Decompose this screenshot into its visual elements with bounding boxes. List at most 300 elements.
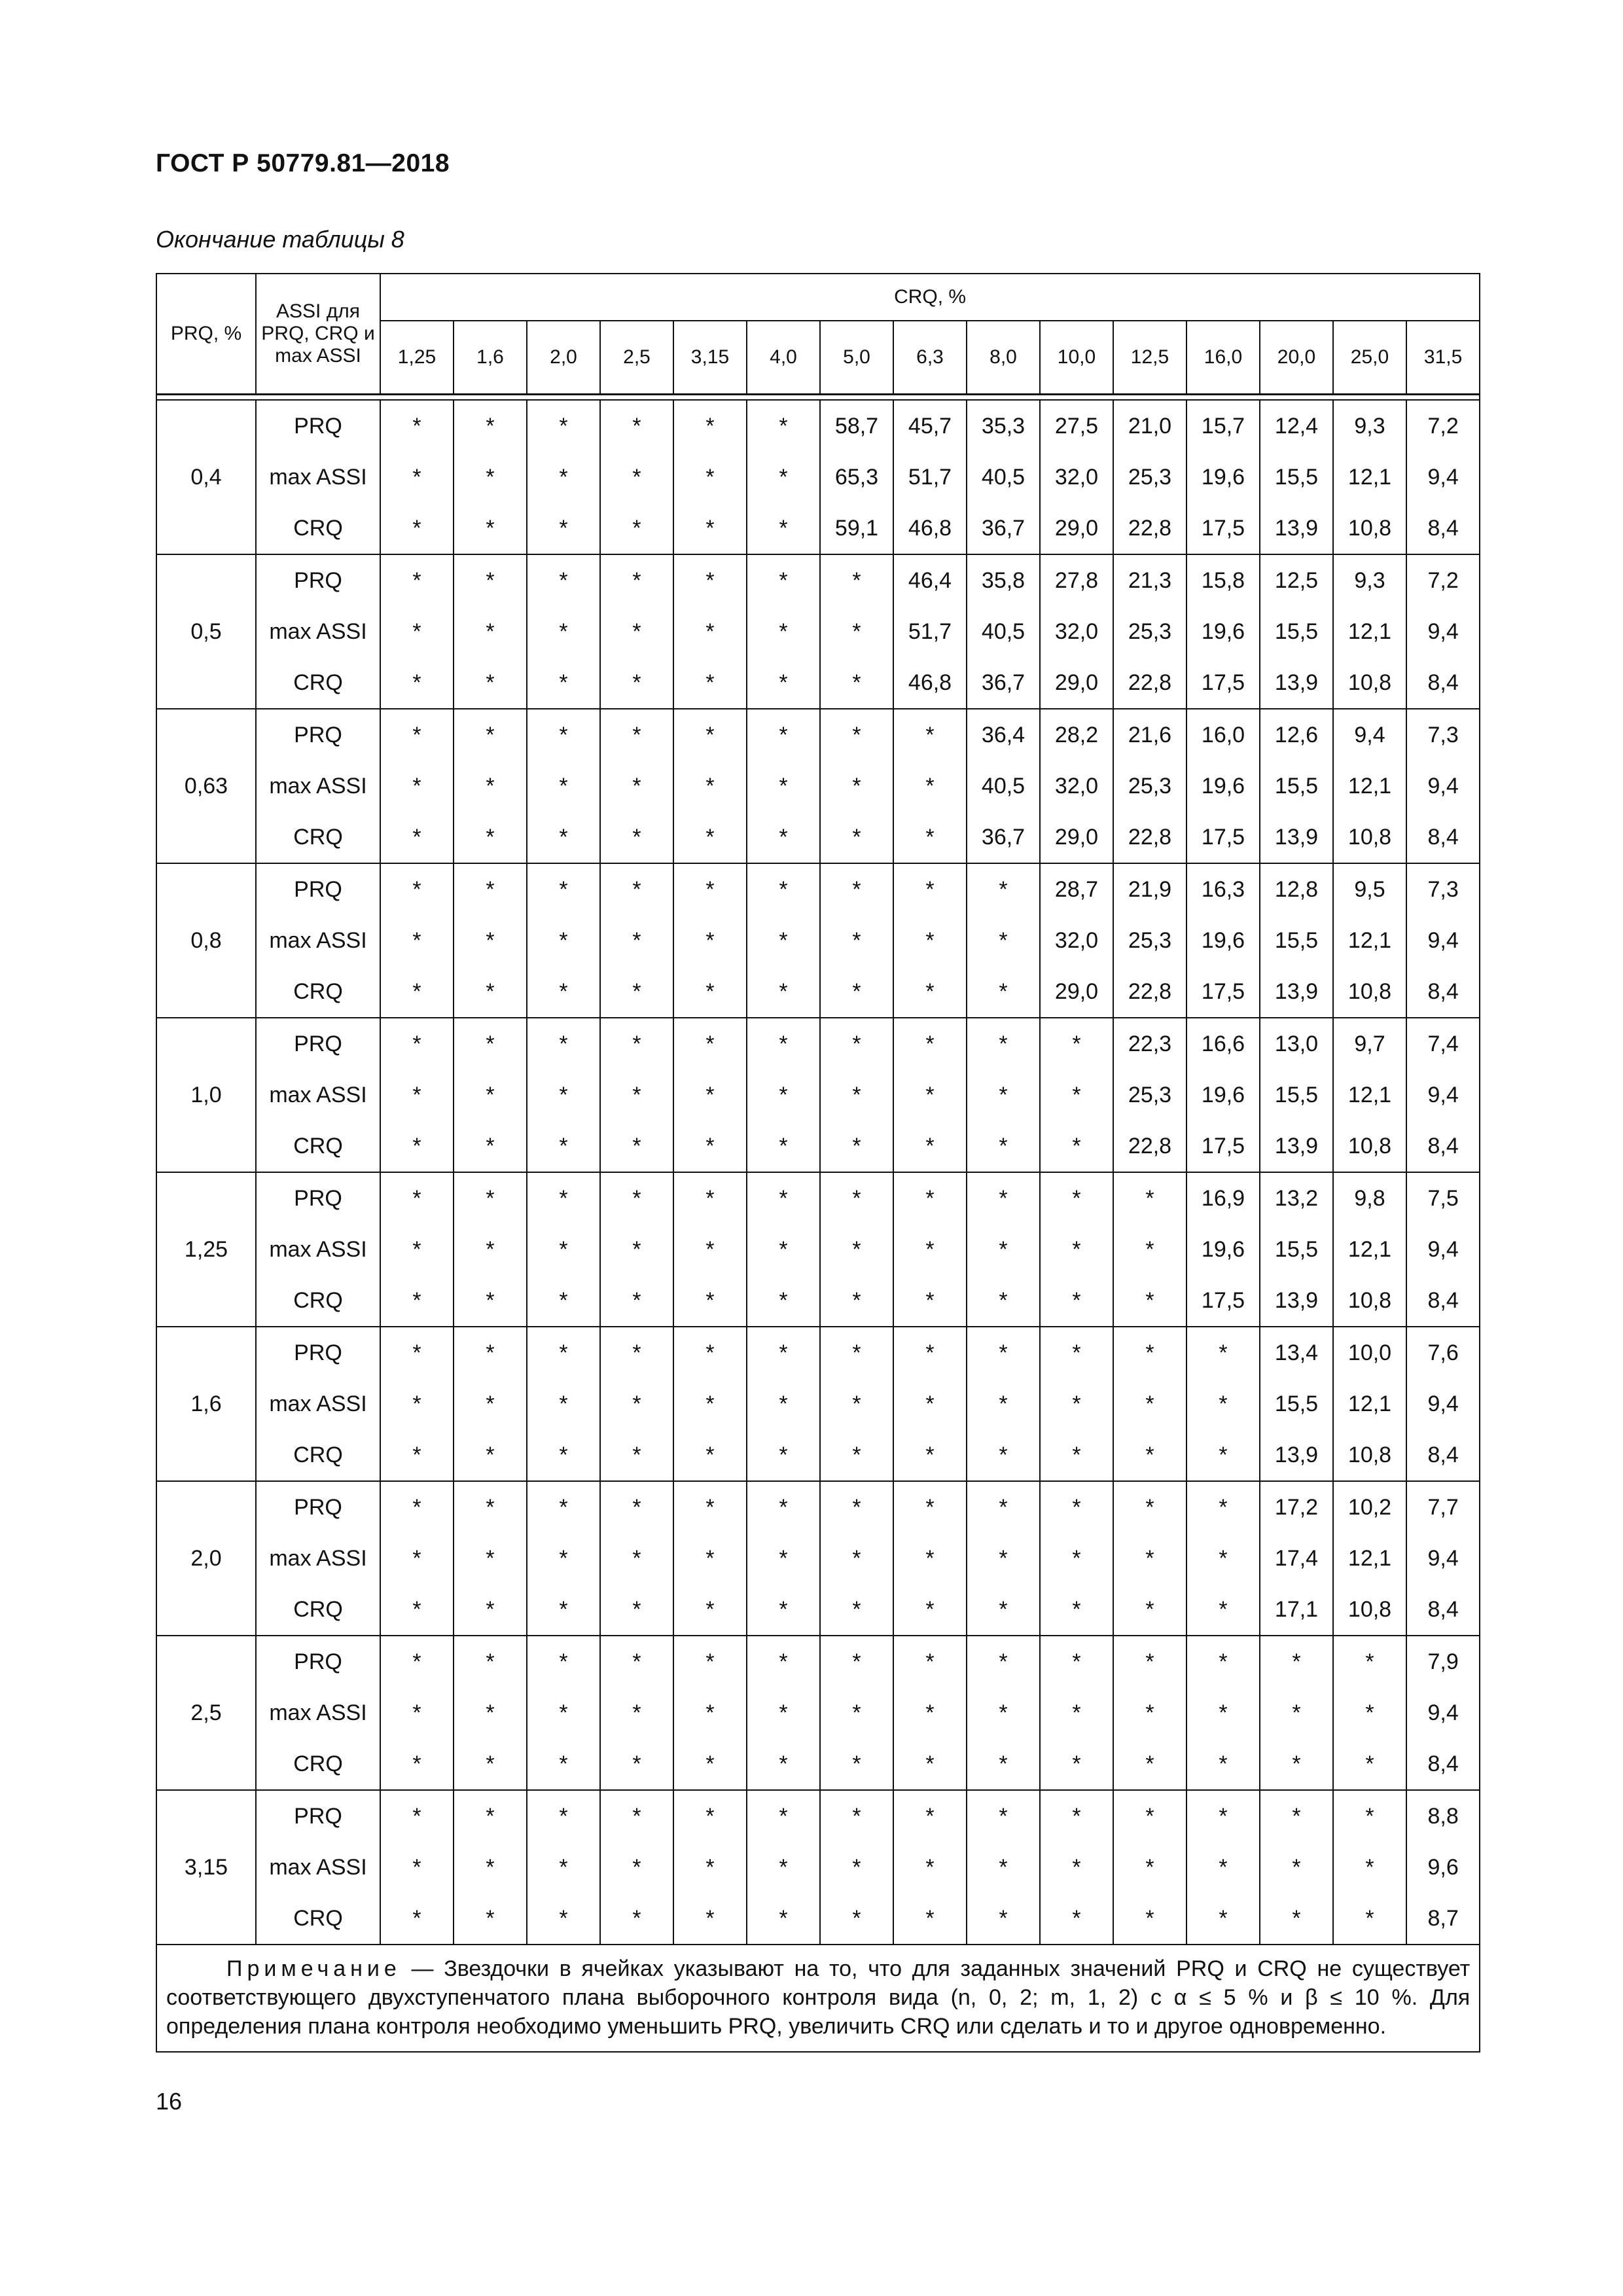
- table-cell: *: [893, 1018, 967, 1069]
- table-cell: 27,8: [1040, 554, 1113, 606]
- table-cell: 12,1: [1333, 1378, 1406, 1429]
- table-cell: 22,8: [1113, 966, 1186, 1018]
- table-cell: 17,5: [1186, 503, 1260, 554]
- table-cell: 40,5: [967, 761, 1040, 812]
- table-cell: *: [673, 1893, 747, 1945]
- table-cell: 45,7: [893, 400, 967, 452]
- table-cell: *: [747, 503, 820, 554]
- table-cell: *: [1333, 1842, 1406, 1893]
- table-row: [156, 1687, 1480, 1738]
- table-cell: 7,3: [1406, 863, 1480, 915]
- table-row: [156, 452, 1480, 503]
- table-cell: *: [1260, 1738, 1333, 1790]
- table-cell: *: [747, 709, 820, 761]
- table-row: [156, 1121, 1480, 1172]
- table-cell: *: [1333, 1738, 1406, 1790]
- table-cell: *: [1040, 1738, 1113, 1790]
- table-cell: *: [600, 1069, 673, 1121]
- table-cell: 10,8: [1333, 812, 1406, 863]
- table-row: [156, 1636, 1480, 1687]
- table-cell: 35,8: [967, 554, 1040, 606]
- table-cell: *: [747, 1738, 820, 1790]
- table-row: [156, 1224, 1480, 1275]
- table-cell: *: [820, 1224, 893, 1275]
- table-cell: *: [527, 1378, 600, 1429]
- table-cell: 7,2: [1406, 400, 1480, 452]
- table-cell: *: [893, 863, 967, 915]
- row-label-cell: max ASSI: [256, 1224, 380, 1275]
- table-cell: *: [1333, 1893, 1406, 1945]
- table-row: [156, 709, 1480, 761]
- table-cell: 25,3: [1113, 452, 1186, 503]
- table-cell: *: [747, 1172, 820, 1224]
- table-cell: *: [527, 1429, 600, 1481]
- table-cell: *: [967, 1224, 1040, 1275]
- table-cell: *: [380, 1481, 454, 1533]
- table-cell: *: [527, 966, 600, 1018]
- table-cell: 15,5: [1260, 606, 1333, 657]
- table-cell: 7,9: [1406, 1636, 1480, 1687]
- table-cell: 22,8: [1113, 1121, 1186, 1172]
- table-cell: 46,8: [893, 657, 967, 709]
- table-cell: 15,5: [1260, 1069, 1333, 1121]
- table-cell: *: [893, 1172, 967, 1224]
- table-cell: *: [820, 1429, 893, 1481]
- table-cell: *: [380, 657, 454, 709]
- table-cell: *: [600, 1378, 673, 1429]
- table-cell: *: [893, 1842, 967, 1893]
- note-text: — Звездочки в ячейках указывают на то, что для заданных значений PRQ и CRQ не существует соответствующего двухступенчатого плана выборочного контроля вида (n, 0, 2; m, 1, 2) с α ≤ 5 % и β ≤ 10 %. Для определения плана контроля необходимо уменьшить PRQ, увеличить CRQ или сделать и то и другое одновременно.: [166, 1956, 1471, 2039]
- table-cell: *: [527, 1687, 600, 1738]
- table-cell: *: [747, 1584, 820, 1636]
- table-cell: *: [673, 1121, 747, 1172]
- table-cell: 28,2: [1040, 709, 1113, 761]
- table-cell: 12,6: [1260, 709, 1333, 761]
- header-crq-value: 25,0: [1333, 321, 1406, 395]
- table-cell: *: [527, 709, 600, 761]
- table-cell: *: [967, 1584, 1040, 1636]
- table-cell: *: [673, 1018, 747, 1069]
- table-cell: *: [673, 966, 747, 1018]
- table-cell: *: [454, 1738, 527, 1790]
- table-cell: *: [820, 1636, 893, 1687]
- table-row: [156, 503, 1480, 554]
- table-cell: *: [747, 606, 820, 657]
- table-cell: *: [454, 966, 527, 1018]
- header-crq-value: 12,5: [1113, 321, 1186, 395]
- table-cell: 13,2: [1260, 1172, 1333, 1224]
- table-cell: *: [1186, 1790, 1260, 1842]
- table-cell: *: [600, 1018, 673, 1069]
- table-row: [156, 1481, 1480, 1533]
- table-cell: *: [747, 1790, 820, 1842]
- table-cell: *: [1040, 1429, 1113, 1481]
- table-cell: 10,8: [1333, 966, 1406, 1018]
- table-cell: 21,0: [1113, 400, 1186, 452]
- table-cell: 59,1: [820, 503, 893, 554]
- table-cell: 10,8: [1333, 503, 1406, 554]
- header-crq-value: 1,25: [380, 321, 454, 395]
- table-cell: 28,7: [1040, 863, 1113, 915]
- table-cell: 12,1: [1333, 915, 1406, 966]
- table-cell: *: [893, 1275, 967, 1327]
- table-cell: *: [527, 1893, 600, 1945]
- table-body: [156, 400, 1480, 1945]
- table-cell: *: [747, 1018, 820, 1069]
- table-cell: 8,4: [1406, 1121, 1480, 1172]
- table-cell: *: [454, 1842, 527, 1893]
- table-cell: 8,8: [1406, 1790, 1480, 1842]
- table-cell: *: [527, 1584, 600, 1636]
- table-cell: *: [967, 1481, 1040, 1533]
- table-cell: 10,8: [1333, 1584, 1406, 1636]
- table-cell: *: [454, 863, 527, 915]
- table-cell: *: [454, 606, 527, 657]
- table-cell: 32,0: [1040, 915, 1113, 966]
- table-cell: *: [527, 657, 600, 709]
- table-cell: *: [1040, 1224, 1113, 1275]
- table-cell: *: [673, 1069, 747, 1121]
- table-cell: *: [380, 452, 454, 503]
- table-row: [156, 863, 1480, 915]
- table-cell: *: [527, 1533, 600, 1584]
- table-row: [156, 1842, 1480, 1893]
- table-cell: *: [1186, 1327, 1260, 1378]
- table-cell: *: [454, 1584, 527, 1636]
- table-cell: *: [1040, 1584, 1113, 1636]
- table-cell: *: [893, 1378, 967, 1429]
- table-cell: *: [673, 1327, 747, 1378]
- table-cell: *: [967, 1018, 1040, 1069]
- table-cell: 15,5: [1260, 1224, 1333, 1275]
- table-cell: *: [893, 1069, 967, 1121]
- table-cell: 19,6: [1186, 606, 1260, 657]
- table-cell: 9,4: [1406, 606, 1480, 657]
- table-cell: 15,5: [1260, 452, 1333, 503]
- table-cell: *: [673, 1584, 747, 1636]
- table-cell: *: [747, 1069, 820, 1121]
- table-cell: 9,4: [1406, 915, 1480, 966]
- table-cell: *: [967, 1378, 1040, 1429]
- table-cell: 36,7: [967, 503, 1040, 554]
- table-cell: *: [747, 1687, 820, 1738]
- table-cell: *: [380, 1636, 454, 1687]
- table-cell: *: [380, 966, 454, 1018]
- table-cell: *: [527, 812, 600, 863]
- table-cell: *: [1040, 1121, 1113, 1172]
- table-cell: 15,5: [1260, 915, 1333, 966]
- table-cell: *: [747, 1636, 820, 1687]
- row-label-cell: max ASSI: [256, 1069, 380, 1121]
- table-cell: 21,3: [1113, 554, 1186, 606]
- table-cell: 13,4: [1260, 1327, 1333, 1378]
- table-cell: 17,1: [1260, 1584, 1333, 1636]
- table-cell: *: [1186, 1842, 1260, 1893]
- row-label-cell: max ASSI: [256, 1687, 380, 1738]
- table-cell: *: [673, 400, 747, 452]
- table-cell: 29,0: [1040, 657, 1113, 709]
- table-cell: *: [380, 1429, 454, 1481]
- table-cell: 13,9: [1260, 1275, 1333, 1327]
- table-cell: 10,0: [1333, 1327, 1406, 1378]
- table-cell: *: [673, 1738, 747, 1790]
- table-cell: *: [1113, 1842, 1186, 1893]
- table-cell: 16,0: [1186, 709, 1260, 761]
- table-cell: *: [1186, 1636, 1260, 1687]
- table-cell: *: [600, 1790, 673, 1842]
- table-cell: 19,6: [1186, 915, 1260, 966]
- table-cell: 51,7: [893, 606, 967, 657]
- table-cell: 9,4: [1406, 761, 1480, 812]
- table-cell: *: [967, 1429, 1040, 1481]
- table-cell: *: [747, 966, 820, 1018]
- table-cell: *: [527, 863, 600, 915]
- header-crq-value: 16,0: [1186, 321, 1260, 395]
- table-cell: *: [893, 1533, 967, 1584]
- table-cell: *: [1260, 1636, 1333, 1687]
- table-cell: *: [1040, 1790, 1113, 1842]
- table-cell: *: [380, 1378, 454, 1429]
- table-cell: 12,1: [1333, 606, 1406, 657]
- table-cell: *: [1113, 1687, 1186, 1738]
- table-cell: 8,4: [1406, 966, 1480, 1018]
- table-cell: *: [380, 1790, 454, 1842]
- table-cell: *: [380, 1327, 454, 1378]
- document-header: ГОСТ Р 50779.81—2018: [156, 149, 450, 177]
- table-cell: *: [380, 1172, 454, 1224]
- table-cell: *: [1113, 1481, 1186, 1533]
- table-cell: 15,5: [1260, 1378, 1333, 1429]
- table-cell: *: [1186, 1687, 1260, 1738]
- table-cell: 25,3: [1113, 606, 1186, 657]
- table-cell: 35,3: [967, 400, 1040, 452]
- table-cell: 29,0: [1040, 503, 1113, 554]
- table-cell: *: [1113, 1378, 1186, 1429]
- table-cell: *: [1186, 1533, 1260, 1584]
- table-cell: 15,8: [1186, 554, 1260, 606]
- table-cell: *: [380, 1842, 454, 1893]
- table-cell: *: [1040, 1275, 1113, 1327]
- table-cell: *: [600, 554, 673, 606]
- table-note: [156, 1945, 1480, 2052]
- row-label-cell: max ASSI: [256, 1378, 380, 1429]
- table-cell: *: [820, 1790, 893, 1842]
- table-cell: *: [1113, 1738, 1186, 1790]
- table-cell: 8,4: [1406, 1429, 1480, 1481]
- row-label-cell: PRQ: [256, 709, 380, 761]
- table-cell: 17,2: [1260, 1481, 1333, 1533]
- table-cell: 65,3: [820, 452, 893, 503]
- table-cell: *: [1113, 1790, 1186, 1842]
- table-cell: *: [1040, 1893, 1113, 1945]
- table-cell: 16,3: [1186, 863, 1260, 915]
- table-cell: *: [747, 1842, 820, 1893]
- table-cell: *: [600, 1121, 673, 1172]
- table-cell: *: [820, 606, 893, 657]
- table-row: [156, 1327, 1480, 1378]
- table-cell: *: [380, 761, 454, 812]
- row-label-cell: PRQ: [256, 1327, 380, 1378]
- table-cell: *: [1113, 1429, 1186, 1481]
- table-cell: *: [747, 915, 820, 966]
- prq-value-cell: 0,5: [156, 554, 256, 709]
- row-label-cell: CRQ: [256, 1584, 380, 1636]
- table-cell: *: [527, 1636, 600, 1687]
- table-cell: 40,5: [967, 606, 1040, 657]
- table-cell: 9,4: [1406, 1378, 1480, 1429]
- table-cell: *: [600, 1893, 673, 1945]
- table-cell: 17,5: [1186, 966, 1260, 1018]
- table-cell: 10,8: [1333, 1121, 1406, 1172]
- prq-value-cell: 0,63: [156, 709, 256, 863]
- table-cell: *: [454, 452, 527, 503]
- table-cell: *: [454, 812, 527, 863]
- table-cell: *: [600, 503, 673, 554]
- table-cell: 13,9: [1260, 1429, 1333, 1481]
- table-cell: *: [527, 503, 600, 554]
- table-cell: *: [893, 966, 967, 1018]
- table-cell: *: [454, 503, 527, 554]
- table-cell: *: [454, 657, 527, 709]
- table-cell: *: [1113, 1224, 1186, 1275]
- table-cell: *: [1040, 1533, 1113, 1584]
- table-cell: *: [747, 812, 820, 863]
- table-cell: *: [893, 812, 967, 863]
- table-cell: *: [820, 1121, 893, 1172]
- table-row: [156, 400, 1480, 452]
- table-cell: *: [747, 1533, 820, 1584]
- table-cell: *: [747, 1378, 820, 1429]
- table-cell: *: [820, 915, 893, 966]
- table-cell: *: [454, 1121, 527, 1172]
- row-label-cell: CRQ: [256, 1121, 380, 1172]
- row-label-cell: CRQ: [256, 1275, 380, 1327]
- table-caption: Окончание таблицы 8: [156, 226, 404, 253]
- table-row: [156, 1275, 1480, 1327]
- header-assi: ASSI для PRQ, CRQ и max ASSI: [256, 274, 380, 395]
- data-table: [156, 273, 1480, 2053]
- table-cell: *: [820, 812, 893, 863]
- table-cell: *: [820, 1533, 893, 1584]
- table-cell: 7,7: [1406, 1481, 1480, 1533]
- table-cell: *: [600, 400, 673, 452]
- table-cell: *: [1113, 1172, 1186, 1224]
- table-cell: 19,6: [1186, 452, 1260, 503]
- table-cell: *: [673, 657, 747, 709]
- table-cell: *: [673, 1172, 747, 1224]
- table-cell: *: [454, 915, 527, 966]
- table-cell: *: [967, 966, 1040, 1018]
- table-cell: *: [454, 709, 527, 761]
- table-cell: 7,4: [1406, 1018, 1480, 1069]
- table-cell: 22,3: [1113, 1018, 1186, 1069]
- header-crq-value: 3,15: [673, 321, 747, 395]
- table-cell: 12,1: [1333, 761, 1406, 812]
- table-cell: 13,9: [1260, 812, 1333, 863]
- row-label-cell: PRQ: [256, 554, 380, 606]
- table-cell: *: [380, 1069, 454, 1121]
- table-cell: 7,2: [1406, 554, 1480, 606]
- table-cell: 13,9: [1260, 1121, 1333, 1172]
- row-label-cell: max ASSI: [256, 915, 380, 966]
- header-crq-value: 20,0: [1260, 321, 1333, 395]
- table-cell: 9,3: [1333, 554, 1406, 606]
- table-cell: 8,7: [1406, 1893, 1480, 1945]
- table-cell: *: [747, 1275, 820, 1327]
- note-heading: Примечание: [226, 1956, 401, 1981]
- table-cell: 9,3: [1333, 400, 1406, 452]
- table-row: [156, 966, 1480, 1018]
- table-cell: *: [893, 709, 967, 761]
- table-cell: *: [454, 1069, 527, 1121]
- table-cell: *: [1113, 1533, 1186, 1584]
- table-cell: *: [820, 1687, 893, 1738]
- table-cell: *: [747, 1121, 820, 1172]
- table-cell: *: [380, 812, 454, 863]
- table-cell: 29,0: [1040, 966, 1113, 1018]
- row-label-cell: PRQ: [256, 1636, 380, 1687]
- table-cell: 19,6: [1186, 761, 1260, 812]
- table-cell: *: [527, 1842, 600, 1893]
- table-cell: 8,4: [1406, 503, 1480, 554]
- table-row: [156, 812, 1480, 863]
- table-cell: *: [1040, 1327, 1113, 1378]
- table-cell: 10,8: [1333, 657, 1406, 709]
- table-cell: *: [673, 761, 747, 812]
- table-cell: 9,4: [1406, 1069, 1480, 1121]
- row-label-cell: PRQ: [256, 1481, 380, 1533]
- table-cell: *: [1040, 1636, 1113, 1687]
- table-cell: *: [380, 554, 454, 606]
- header-divider: [156, 395, 1480, 401]
- header-crq-value: 6,3: [893, 321, 967, 395]
- prq-value-cell: 2,5: [156, 1636, 256, 1790]
- row-label-cell: max ASSI: [256, 1533, 380, 1584]
- table-cell: 8,4: [1406, 1738, 1480, 1790]
- table-cell: *: [673, 915, 747, 966]
- table-cell: 46,8: [893, 503, 967, 554]
- table-cell: *: [673, 503, 747, 554]
- table-cell: *: [600, 1636, 673, 1687]
- table-cell: *: [527, 1738, 600, 1790]
- table-cell: 32,0: [1040, 761, 1113, 812]
- table-cell: 16,9: [1186, 1172, 1260, 1224]
- table-cell: *: [600, 812, 673, 863]
- table-cell: *: [527, 1790, 600, 1842]
- table-cell: *: [454, 554, 527, 606]
- table-cell: 25,3: [1113, 761, 1186, 812]
- table-cell: *: [967, 1893, 1040, 1945]
- table-cell: *: [380, 915, 454, 966]
- table-cell: 8,4: [1406, 812, 1480, 863]
- table-cell: *: [600, 606, 673, 657]
- table-cell: *: [747, 1893, 820, 1945]
- table-cell: *: [747, 761, 820, 812]
- table-cell: *: [747, 554, 820, 606]
- table-cell: 13,9: [1260, 966, 1333, 1018]
- table-cell: 15,5: [1260, 761, 1333, 812]
- table-cell: *: [527, 1069, 600, 1121]
- table-cell: 17,5: [1186, 1121, 1260, 1172]
- table-cell: *: [380, 1018, 454, 1069]
- table-cell: *: [454, 1481, 527, 1533]
- table-cell: *: [747, 1327, 820, 1378]
- table-cell: *: [747, 452, 820, 503]
- table-cell: *: [967, 1121, 1040, 1172]
- table-cell: *: [1040, 1842, 1113, 1893]
- table-cell: 17,4: [1260, 1533, 1333, 1584]
- table-cell: *: [1040, 1172, 1113, 1224]
